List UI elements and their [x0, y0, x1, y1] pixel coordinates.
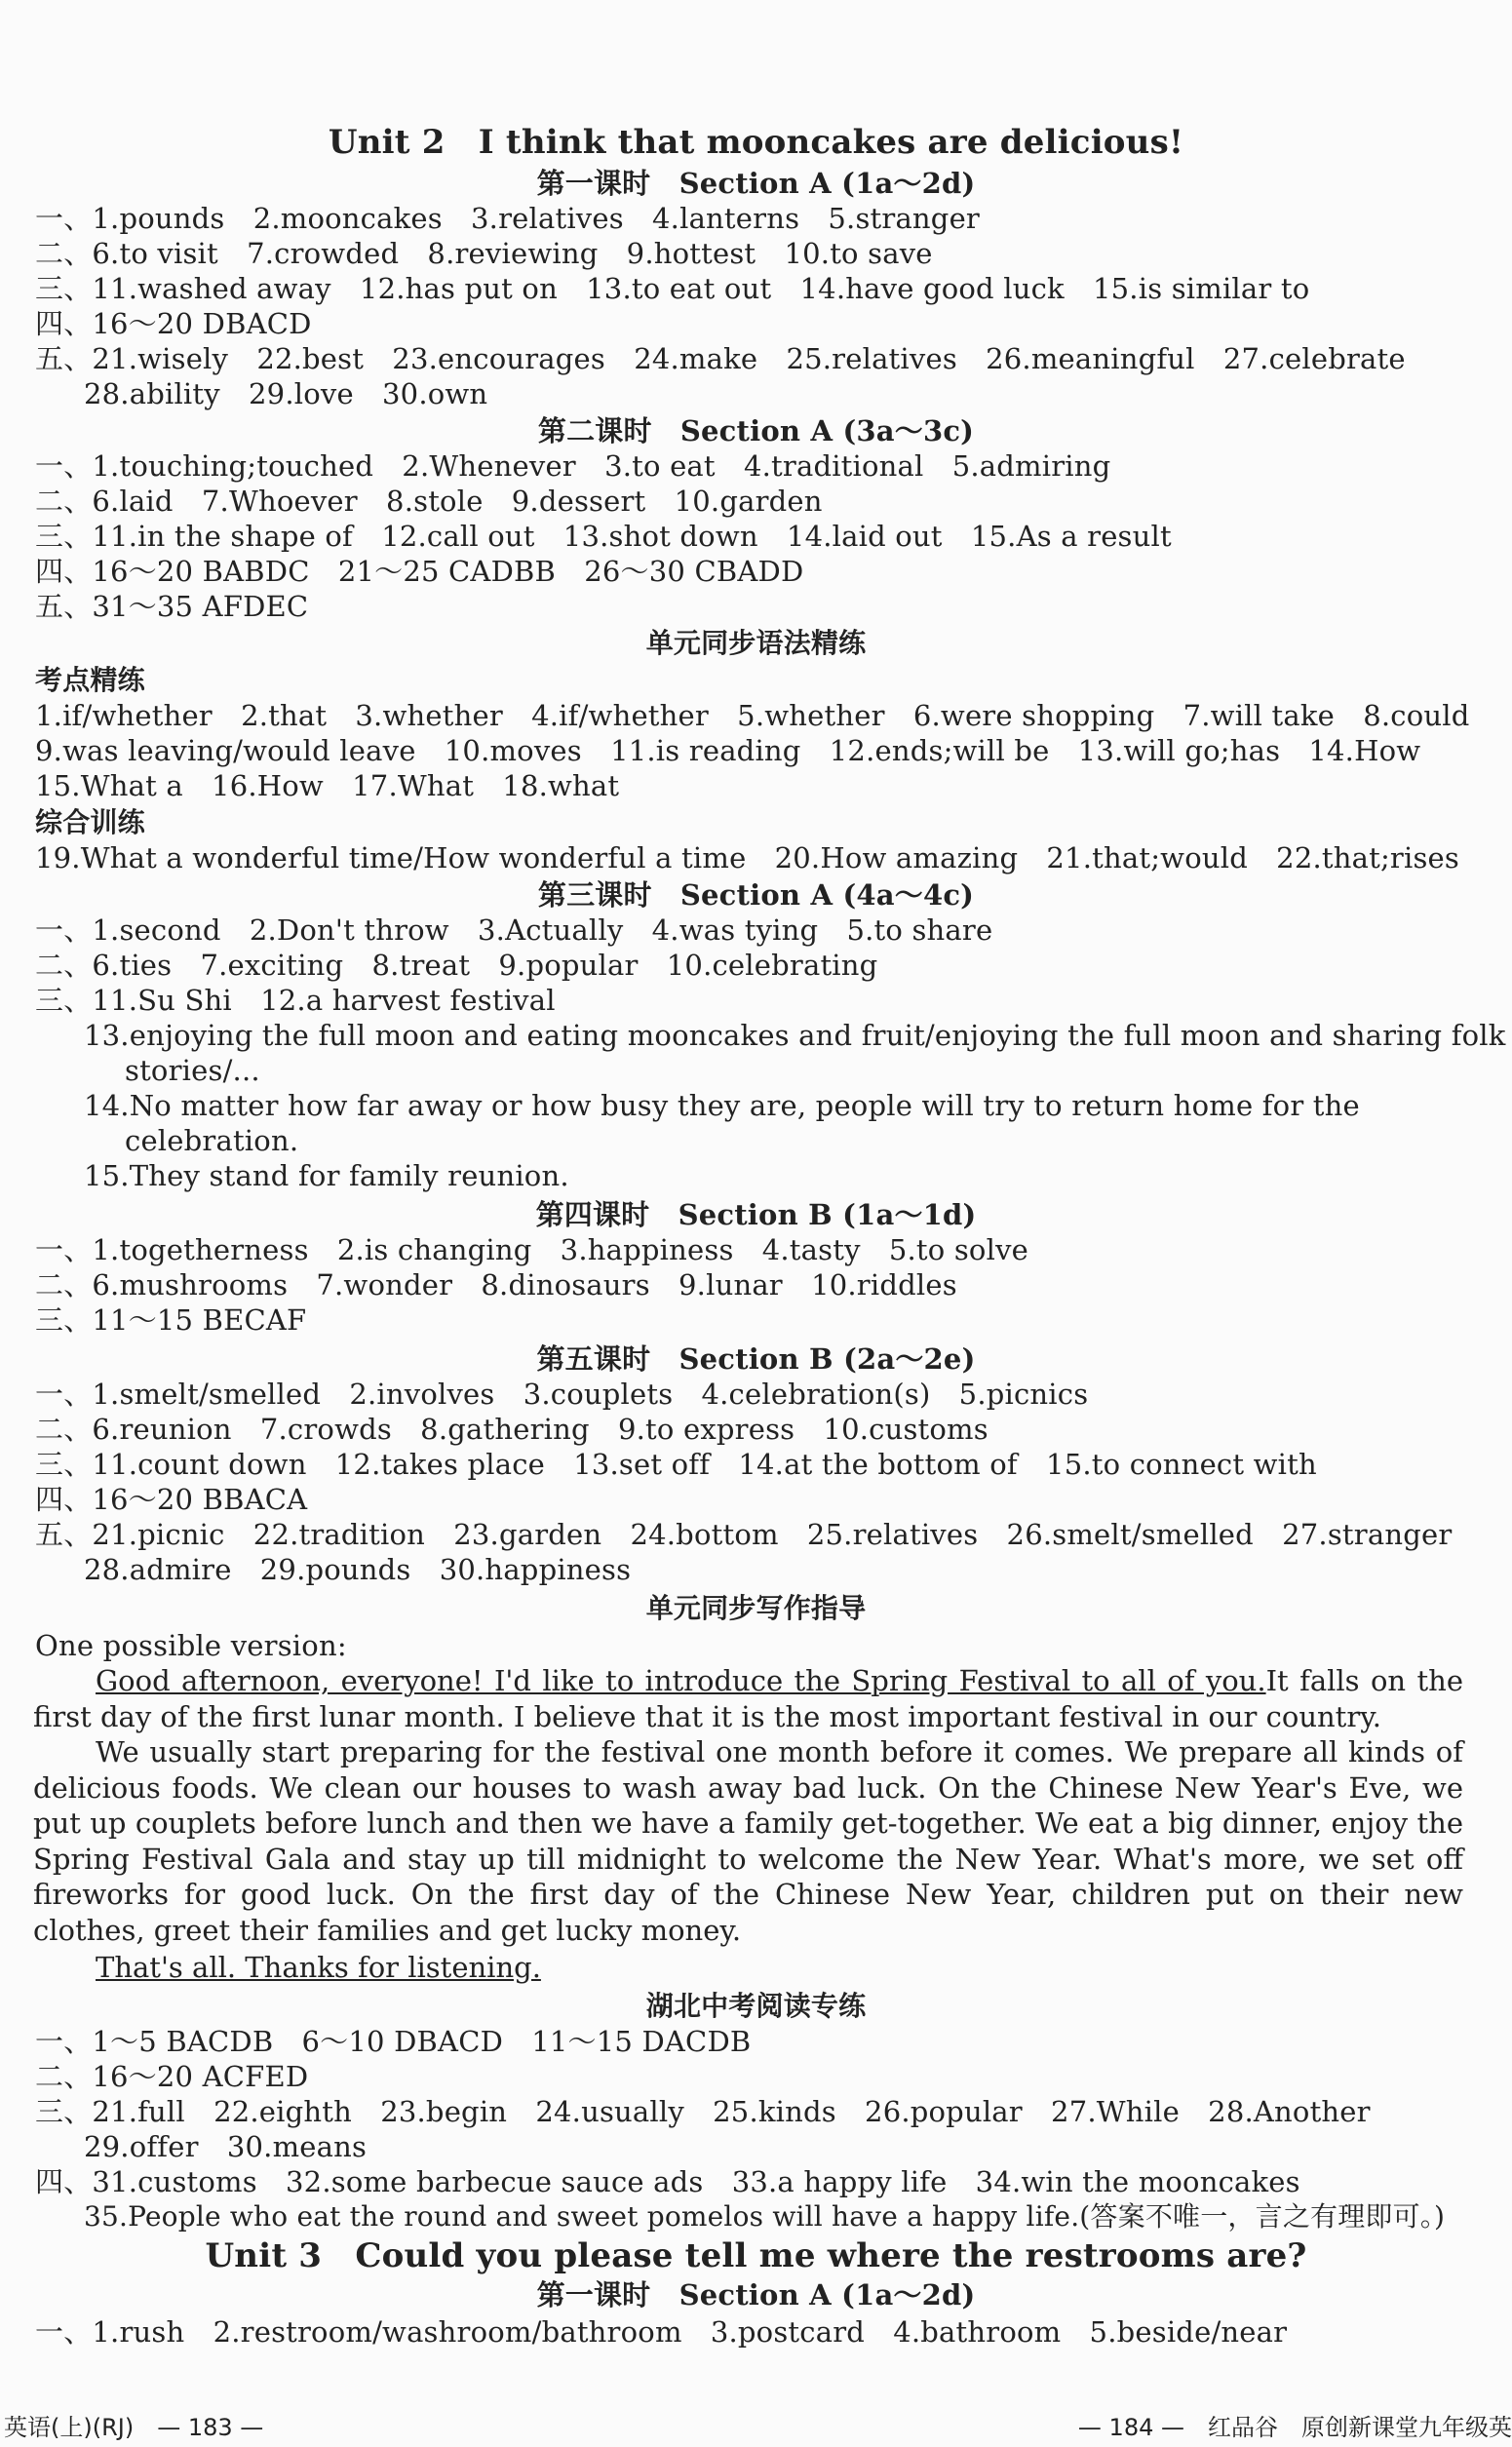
grammar-subheading: 考点精练 [35, 664, 145, 696]
answer-row: 19.What a wonderful time/How wonderful a time 20.How amazing 21.that;would 22.that;rises [35, 841, 1460, 874]
answer-row: 一、1.smelt/smelled 2.involves 3.couplets 4.celebration(s) 5.picnics [35, 1378, 1089, 1411]
answer-row: 9.was leaving/would leave 10.moves 11.is reading 12.ends;will be 13.will go;has 14.How [35, 734, 1421, 767]
unit3-title: Unit 3 Could you please tell me where the restrooms are? [205, 2236, 1307, 2275]
writing-paragraph-2: We usually start preparing for the festival one month before it comes. We prepare all kinds of delicious foods. We clean our houses to wash away bad luck. On the Chinese New Year's Eve, we put up couplets before lunch and then we have a family get-together. We eat a big dinner, enjoy the Spring Festival Gala and stay up till midnight to welcome the New Year. What's more, we set off fireworks for good luck. On the first day of the Chinese New Year, children put on their new clothes, greet their families and get lucky money. [33, 1735, 1463, 1947]
reading-heading: 湖北中考阅读专练 [645, 1990, 867, 2022]
writing-underlined-opening: Good afternoon, everyone! I'd like to introduce the Spring Festival to all of you. [96, 1664, 1266, 1697]
answer-row: 五、21.picnic 22.tradition 23.garden 24.bottom 25.relatives 26.smelt/smelled 27.stranger [35, 1518, 1453, 1551]
answer-row: 一、1.togetherness 2.is changing 3.happiness 4.tasty 5.to solve [35, 1233, 1029, 1266]
grammar-heading: 单元同步语法精练 [645, 627, 867, 659]
answer-row: 29.offer 30.means [84, 2130, 368, 2163]
answer-row: 28.ability 29.love 30.own [84, 377, 488, 410]
answer-row: 二、6.reunion 7.crowds 8.gathering 9.to express 10.customs [35, 1413, 989, 1446]
answer-row: 35.People who eat the round and sweet pomelos will have a happy life.(答案不唯一，言之有理即可。) [84, 2200, 1446, 2233]
answer-row: 四、16～20 BABDC 21～25 CADBB 26～30 CBADD [35, 555, 804, 588]
answer-row: 二、16～20 ACFED [35, 2060, 309, 2093]
answer-row: 三、11～15 BECAF [35, 1303, 307, 1337]
answer-row: 28.admire 29.pounds 30.happiness [84, 1553, 632, 1586]
answer-row: 三、21.full 22.eighth 23.begin 24.usually 25.kinds 26.popular 27.While 28.Another [35, 2095, 1371, 2128]
answer-row: 15.What a 16.How 17.What 18.what [35, 769, 620, 802]
answer-row: 五、31～35 AFDEC [35, 590, 309, 623]
answer-row: 1.if/whether 2.that 3.whether 4.if/whether 5.whether 6.were shopping 7.will take 8.could [35, 699, 1470, 732]
answer-row: 二、6.mushrooms 7.wonder 8.dinosaurs 9.lunar 10.riddles [35, 1268, 957, 1301]
writing-underlined-closing: That's all. Thanks for listening. [96, 1951, 541, 1984]
answer-row: 二、6.laid 7.Whoever 8.stole 9.dessert 10.garden [35, 485, 823, 518]
answer-row: stories/... [125, 1054, 260, 1087]
answer-row: 一、1.rush 2.restroom/washroom/bathroom 3.postcard 4.bathroom 5.beside/near [35, 2315, 1288, 2349]
footer-left: 英语(上)(RJ) — 183 — [4, 2414, 264, 2441]
answer-row: 三、11.count down 12.takes place 13.set off 14.at the bottom of 15.to connect with [35, 1448, 1317, 1481]
answer-row: 四、31.customs 32.some barbecue sauce ads 33.a happy life 34.win the mooncakes [35, 2165, 1300, 2198]
unit2-lesson1-heading: 第一课时 Section A (1a～2d) [536, 167, 976, 200]
writing-paragraph-3 [33, 1950, 1463, 1986]
unit2-lesson3-heading: 第三课时 Section A (4a～4c) [537, 878, 975, 912]
answer-row: 14.No matter how far away or how busy they are, people will try to return home for the [84, 1089, 1360, 1122]
writing-heading: 单元同步写作指导 [645, 1592, 867, 1624]
writing-intro: One possible version: [35, 1629, 347, 1662]
answer-row: 四、16～20 BBACA [35, 1483, 308, 1516]
answer-row: 一、1.second 2.Don't throw 3.Actually 4.was tying 5.to share [35, 913, 993, 947]
unit2-lesson4-heading: 第四课时 Section B (1a～1d) [535, 1198, 977, 1231]
answer-row: 二、6.ties 7.exciting 8.treat 9.popular 10.celebrating [35, 949, 878, 982]
answer-row: 13.enjoying the full moon and eating mooncakes and fruit/enjoying the full moon and sharing folk [84, 1019, 1506, 1052]
answer-row: 四、16～20 DBACD [35, 307, 312, 340]
answer-row: 一、1.pounds 2.mooncakes 3.relatives 4.lanterns 5.stranger [35, 202, 980, 235]
answer-row: 三、11.Su Shi 12.a harvest festival [35, 984, 556, 1017]
grammar-subheading: 综合训练 [35, 806, 145, 838]
writing-paragraph-1-text: It falls on the first day of the first lunar month. I believe that it is the most important festival in our country. [33, 1664, 1463, 1733]
footer-right: — 184 — 红品谷 原创新课堂九年级英 [1077, 2414, 1512, 2441]
answer-row: 一、1.touching;touched 2.Whenever 3.to eat 4.traditional 5.admiring [35, 449, 1111, 483]
answer-row: 二、6.to visit 7.crowded 8.reviewing 9.hottest 10.to save [35, 237, 933, 270]
writing-paragraph-1 [33, 1663, 1463, 1734]
unit2-lesson2-heading: 第二课时 Section A (3a～3c) [537, 414, 975, 447]
unit2-title: Unit 2 I think that mooncakes are delicious! [328, 123, 1184, 162]
answer-row: 一、1～5 BACDB 6～10 DBACD 11～15 DACDB [35, 2025, 752, 2058]
answer-row: celebration. [125, 1124, 299, 1157]
answer-row: 三、11.washed away 12.has put on 13.to eat out 14.have good luck 15.is similar to [35, 272, 1310, 305]
unit2-lesson5-heading: 第五课时 Section B (2a～2e) [536, 1342, 976, 1376]
answer-row: 15.They stand for family reunion. [84, 1159, 569, 1192]
answer-row: 三、11.in the shape of 12.call out 13.shot down 14.laid out 15.As a result [35, 520, 1172, 553]
unit3-lesson1-heading: 第一课时 Section A (1a～2d) [536, 2278, 976, 2311]
answer-row: 五、21.wisely 22.best 23.encourages 24.make 25.relatives 26.meaningful 27.celebrate [35, 342, 1406, 375]
